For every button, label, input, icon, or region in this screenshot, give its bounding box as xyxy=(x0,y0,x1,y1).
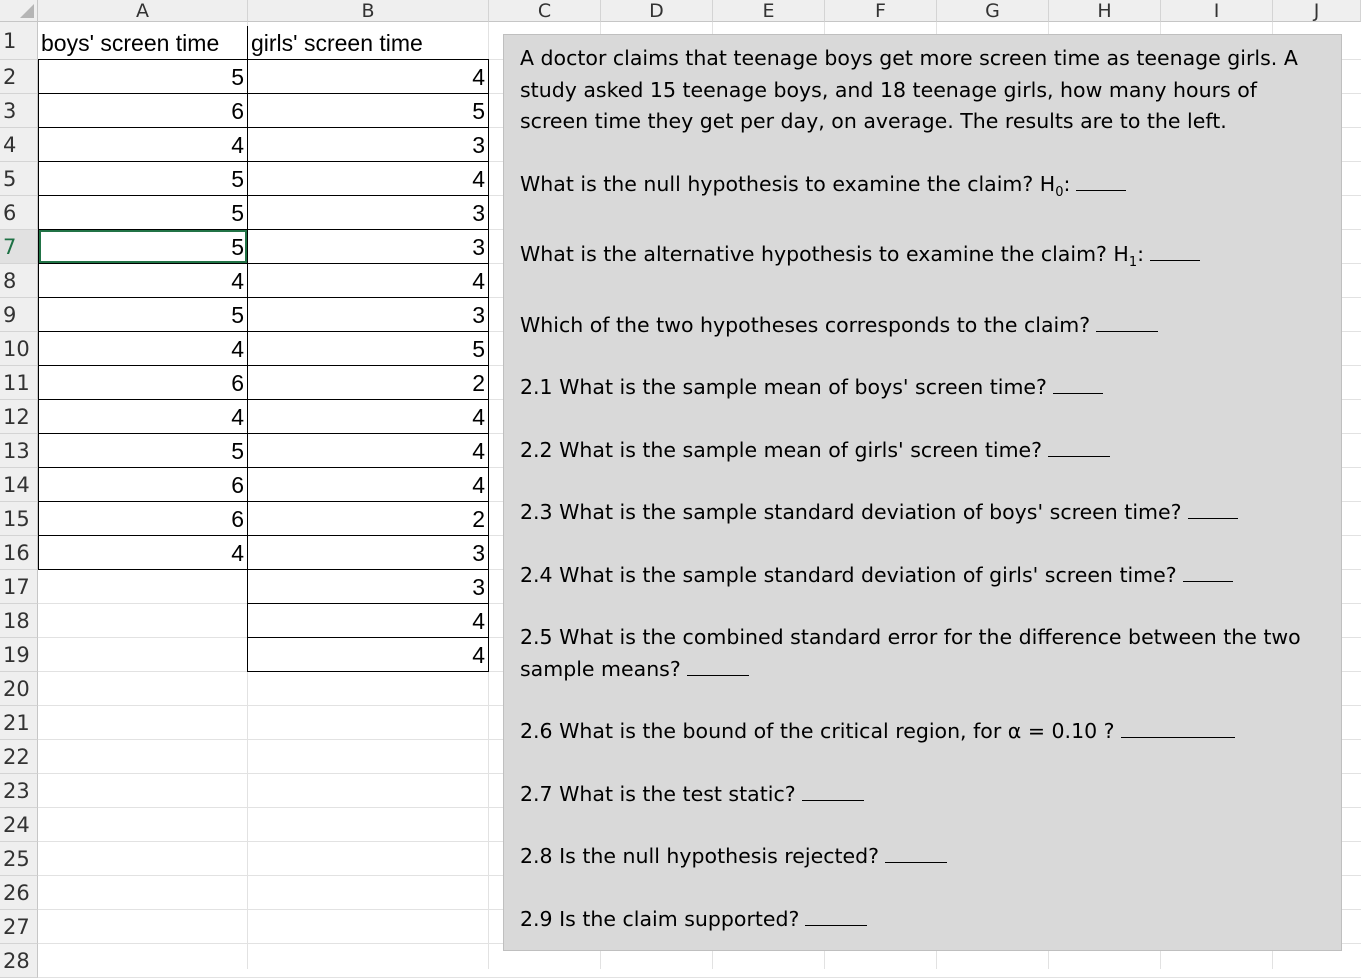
question-2-5 xyxy=(520,622,1325,685)
alt-hypothesis-label: What is the alternative hypothesis to examine the claim? H xyxy=(520,242,1129,267)
column-header-h[interactable]: H xyxy=(1049,0,1161,22)
row-header-8[interactable]: 8 xyxy=(0,264,38,298)
answer-blank xyxy=(1096,313,1158,332)
null-hypothesis-subscript: 0 xyxy=(1055,184,1064,200)
null-hypothesis-question: What is the null hypothesis to examine the claim? $H_0$: xyxy=(520,169,1325,209)
cell-b14[interactable]: 4 xyxy=(247,467,489,502)
row-header-17[interactable]: 17 xyxy=(0,570,38,604)
row-header-6[interactable]: 6 xyxy=(0,196,38,230)
question-2-3-label: 2.3 What is the sample standard deviation of boys' screen time? xyxy=(520,500,1182,525)
select-all-corner[interactable] xyxy=(0,0,38,22)
cell-a15[interactable]: 6 xyxy=(38,501,248,536)
claim-question xyxy=(520,310,1325,342)
question-2-9 xyxy=(520,904,1325,936)
column-header-e[interactable]: E xyxy=(713,0,825,22)
row-header-12[interactable]: 12 xyxy=(0,400,38,434)
cell-b8[interactable]: 4 xyxy=(247,263,489,298)
cell-a2[interactable]: 5 xyxy=(38,59,248,94)
question-2-9-label: 2.9 Is the claim supported? xyxy=(520,906,800,931)
question-2-8-label: 2.8 Is the null hypothesis rejected? xyxy=(520,844,880,869)
cell-a14[interactable]: 6 xyxy=(38,467,248,502)
cell-b9[interactable]: 3 xyxy=(247,297,489,332)
cell-b6[interactable]: 3 xyxy=(247,195,489,230)
question-2-3 xyxy=(520,497,1325,529)
row-header-24[interactable]: 24 xyxy=(0,808,38,842)
row-header-19[interactable]: 19 xyxy=(0,638,38,672)
cell-b10[interactable]: 5 xyxy=(247,331,489,366)
answer-blank xyxy=(1053,375,1103,394)
cell-a3[interactable]: 6 xyxy=(38,93,248,128)
question-2-5-label: 2.5 What is the combined standard error for the difference between the two sample means? xyxy=(520,625,1301,681)
row-header-21[interactable]: 21 xyxy=(0,706,38,740)
cell-b3[interactable]: 5 xyxy=(247,93,489,128)
select-all-triangle-icon xyxy=(20,4,34,18)
row-header-2[interactable]: 2 xyxy=(0,60,38,94)
question-2-1 xyxy=(520,372,1325,404)
cell-b7[interactable]: 3 xyxy=(247,229,489,264)
cell-a11[interactable]: 6 xyxy=(38,365,248,400)
answer-blank xyxy=(1076,172,1126,191)
cell-a9[interactable]: 5 xyxy=(38,297,248,332)
question-2-2 xyxy=(520,435,1325,467)
answer-blank xyxy=(1121,719,1235,738)
cell-b17[interactable]: 3 xyxy=(247,569,489,604)
row-header-28[interactable]: 28 xyxy=(0,944,38,978)
question-2-8 xyxy=(520,841,1325,873)
question-2-6 xyxy=(520,716,1325,748)
column-header-i[interactable]: I xyxy=(1161,0,1273,22)
row-header-10[interactable]: 10 xyxy=(0,332,38,366)
question-2-6-label: 2.6 What is the bound of the critical region, for α = 0.10 ? xyxy=(520,719,1115,744)
row-header-23[interactable]: 23 xyxy=(0,774,38,808)
column-header-g[interactable]: G xyxy=(937,0,1049,22)
column-header-c[interactable]: C xyxy=(489,0,601,22)
row-header-1[interactable]: 1 xyxy=(0,22,38,60)
alt-hypothesis-subscript: 1 xyxy=(1128,255,1138,271)
question-2-7-label: 2.7 What is the test static? xyxy=(520,781,796,806)
row-header-20[interactable]: 20 xyxy=(0,672,38,706)
cell-b2[interactable]: 4 xyxy=(247,59,489,94)
question-text-box[interactable] xyxy=(503,34,1342,951)
answer-blank xyxy=(1048,438,1110,457)
answer-blank xyxy=(802,782,864,801)
answer-blank xyxy=(687,657,749,676)
column-header-j[interactable]: J xyxy=(1273,0,1361,22)
row-header-7[interactable]: 7 xyxy=(0,230,38,264)
cell-b1[interactable]: girls' screen time xyxy=(247,26,488,60)
cell-b12[interactable]: 4 xyxy=(247,399,489,434)
column-header-b[interactable]: B xyxy=(248,0,489,22)
cell-b16[interactable]: 3 xyxy=(247,535,489,570)
answer-blank xyxy=(1188,500,1238,519)
column-header-d[interactable]: D xyxy=(601,0,713,22)
question-2-4-label: 2.4 What is the sample standard deviation of girls' screen time? xyxy=(520,562,1177,587)
cell-b5[interactable]: 4 xyxy=(247,161,489,196)
row-header-26[interactable]: 26 xyxy=(0,876,38,910)
column-header-a[interactable]: A xyxy=(38,0,248,22)
answer-blank xyxy=(805,907,867,926)
cell-a13[interactable]: 5 xyxy=(38,433,248,468)
cell-a7[interactable]: 5 xyxy=(38,229,248,264)
row-header-3[interactable]: 3 xyxy=(0,94,38,128)
intro-text: A doctor claims that teenage boys get more screen time as teenage girls. A study asked 15 teenage boys, and 18 teenage girls, how many hours of screen time they get per day, on average. The results are to the left. xyxy=(520,46,1298,133)
question-2-7 xyxy=(520,779,1325,811)
null-hypothesis-label: What is the null hypothesis to examine the claim? H xyxy=(520,171,1056,196)
cell-a4[interactable]: 4 xyxy=(38,127,248,162)
question-2-4 xyxy=(520,560,1325,592)
cell-a8[interactable]: 4 xyxy=(38,263,248,298)
cell-a16[interactable]: 4 xyxy=(38,535,248,570)
answer-blank xyxy=(1150,242,1200,261)
cell-b19[interactable]: 4 xyxy=(247,637,489,672)
answer-blank xyxy=(885,844,947,863)
alt-hypothesis-question: What is the alternative hypothesis to examine the claim? $H_1$: xyxy=(520,239,1325,279)
claim-question-label: Which of the two hypotheses corresponds to the claim? xyxy=(520,312,1091,337)
cell-b18[interactable]: 4 xyxy=(247,603,489,638)
question-2-1-label: 2.1 What is the sample mean of boys' screen time? xyxy=(520,375,1047,400)
row-header-13[interactable]: 13 xyxy=(0,434,38,468)
cell-a10[interactable]: 4 xyxy=(38,331,248,366)
answer-blank xyxy=(1183,563,1233,582)
question-2-2-label: 2.2 What is the sample mean of girls' screen time? xyxy=(520,437,1043,462)
cell-b15[interactable]: 2 xyxy=(247,501,489,536)
row-header-11[interactable]: 11 xyxy=(0,366,38,400)
cell-b11[interactable]: 2 xyxy=(247,365,489,400)
cell-b4[interactable]: 3 xyxy=(247,127,489,162)
row-header-15[interactable]: 15 xyxy=(0,502,38,536)
cell-a6[interactable]: 5 xyxy=(38,195,248,230)
cell-a5[interactable]: 5 xyxy=(38,161,248,196)
row-header-9[interactable]: 9 xyxy=(0,298,38,332)
row-header-27[interactable]: 27 xyxy=(0,910,38,944)
row-header-5[interactable]: 5 xyxy=(0,162,38,196)
cell-a1[interactable]: boys' screen time xyxy=(41,30,220,56)
row-header-25[interactable]: 25 xyxy=(0,842,38,876)
row-header-22[interactable]: 22 xyxy=(0,740,38,774)
row-header-18[interactable]: 18 xyxy=(0,604,38,638)
row-header-16[interactable]: 16 xyxy=(0,536,38,570)
cell-a12[interactable]: 4 xyxy=(38,399,248,434)
row-header-14[interactable]: 14 xyxy=(0,468,38,502)
column-header-f[interactable]: F xyxy=(825,0,937,22)
row-header-4[interactable]: 4 xyxy=(0,128,38,162)
cell-b13[interactable]: 4 xyxy=(247,433,489,468)
